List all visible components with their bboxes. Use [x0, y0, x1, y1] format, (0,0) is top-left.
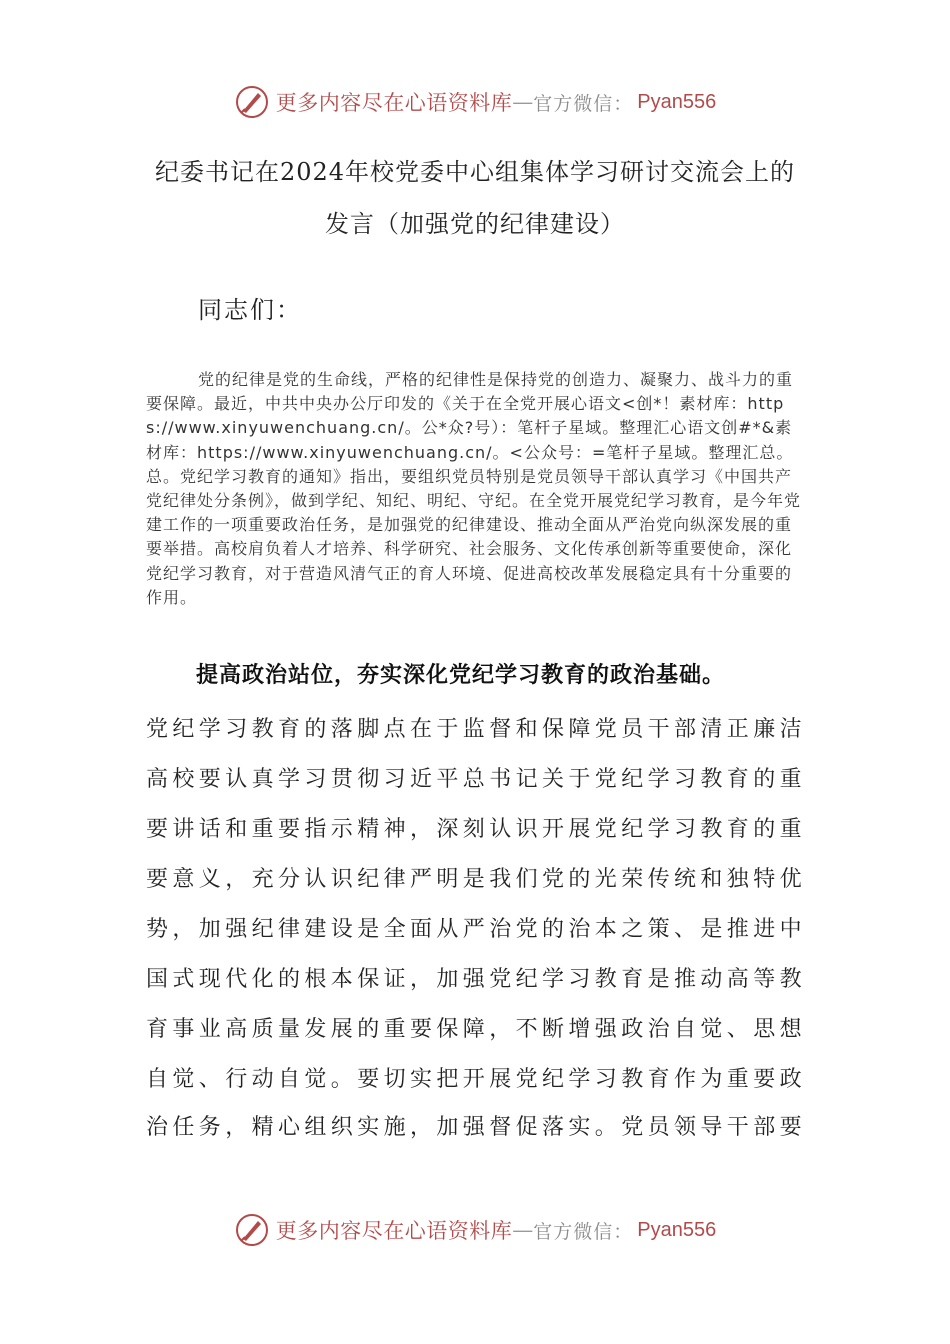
banner-wechat-id: Pyan556 — [637, 1218, 717, 1241]
body-line: 自觉、行动自觉。要切实把开展党纪学习教育作为重要政 — [146, 1067, 807, 1092]
banner-text: 更多内容尽在心语资料库 — [275, 91, 513, 115]
banner-dash: — — [512, 1218, 534, 1242]
quill-pen-icon — [234, 84, 270, 120]
body-line: 国式现代化的根本保证，加强党纪学习教育是推动高等教 — [146, 967, 807, 992]
body-line: 要意义，充分认识纪律严明是我们党的光荣传统和独特优 — [146, 867, 807, 892]
body-line: 党纪学习教育的落脚点在于监督和保障党员干部清正廉洁 — [146, 717, 807, 742]
banner-dash: — — [512, 90, 534, 114]
quill-pen-icon — [234, 1212, 270, 1248]
banner-sub: 官方微信： — [533, 92, 634, 115]
body-line: 育事业高质量发展的重要保障，不断增强政治自觉、思想 — [146, 1017, 807, 1042]
header-banner — [0, 82, 950, 122]
section-heading: 提高政治站位，夯实深化党纪学习教育的政治基础。 — [196, 663, 726, 688]
body-line: 高校要认真学习贯彻习近平总书记关于党纪学习教育的重 — [146, 767, 807, 792]
salutation: 同志们： — [198, 296, 302, 324]
page-title-line-1: 纪委书记在2024年校党委中心组集体学习研讨交流会上的 — [154, 158, 796, 186]
body-line: 要讲话和重要指示精神，深刻认识开展党纪学习教育的重 — [146, 817, 807, 842]
body-line: 势，加强纪律建设是全面从严治党的治本之策、是推进中 — [146, 917, 807, 942]
banner-sub: 官方微信： — [533, 1220, 634, 1243]
body-line: 治任务，精心组织实施，加强督促落实。党员领导干部要 — [146, 1115, 807, 1140]
intro-paragraph: 党的纪律是党的生命线，严格的纪律性是保持党的创造力、凝聚力、战斗力的重要保障。最近，中共中央办公厅印发的《关于在全党开展心语文<创*！素材库：https://www.xinyuwenchuang.cn/。公*众?号）：笔杆子星域。整理汇心语文创#*&素材库：https://www.xinyuwenchuang.cn/。<公众号：=笔杆子星域。整理汇总。总。党纪学习教育的通知》指出，要组织党员特别是党员领导干部认真学习《中国共产党纪律处分条例》，做到学纪、知纪、明纪、守纪。在全党开展党纪学习教育，是今年党建工作的一项重要政治任务，是加强党的纪律建设、推动全面从严治党向纵深发展的重要举措。高校肩负着人才培养、科学研究、社会服务、文化传承创新等重要使命，深化党纪学习教育，对于营造风清气正的育人环境、促进高校改革发展稳定具有十分重要的作用。 — [146, 370, 802, 607]
page-title-line-2: 发言（加强党的纪律建设） — [325, 210, 625, 238]
banner-wechat-id: Pyan556 — [637, 90, 717, 113]
banner-text: 更多内容尽在心语资料库 — [275, 1219, 513, 1243]
footer-banner — [0, 1210, 950, 1250]
